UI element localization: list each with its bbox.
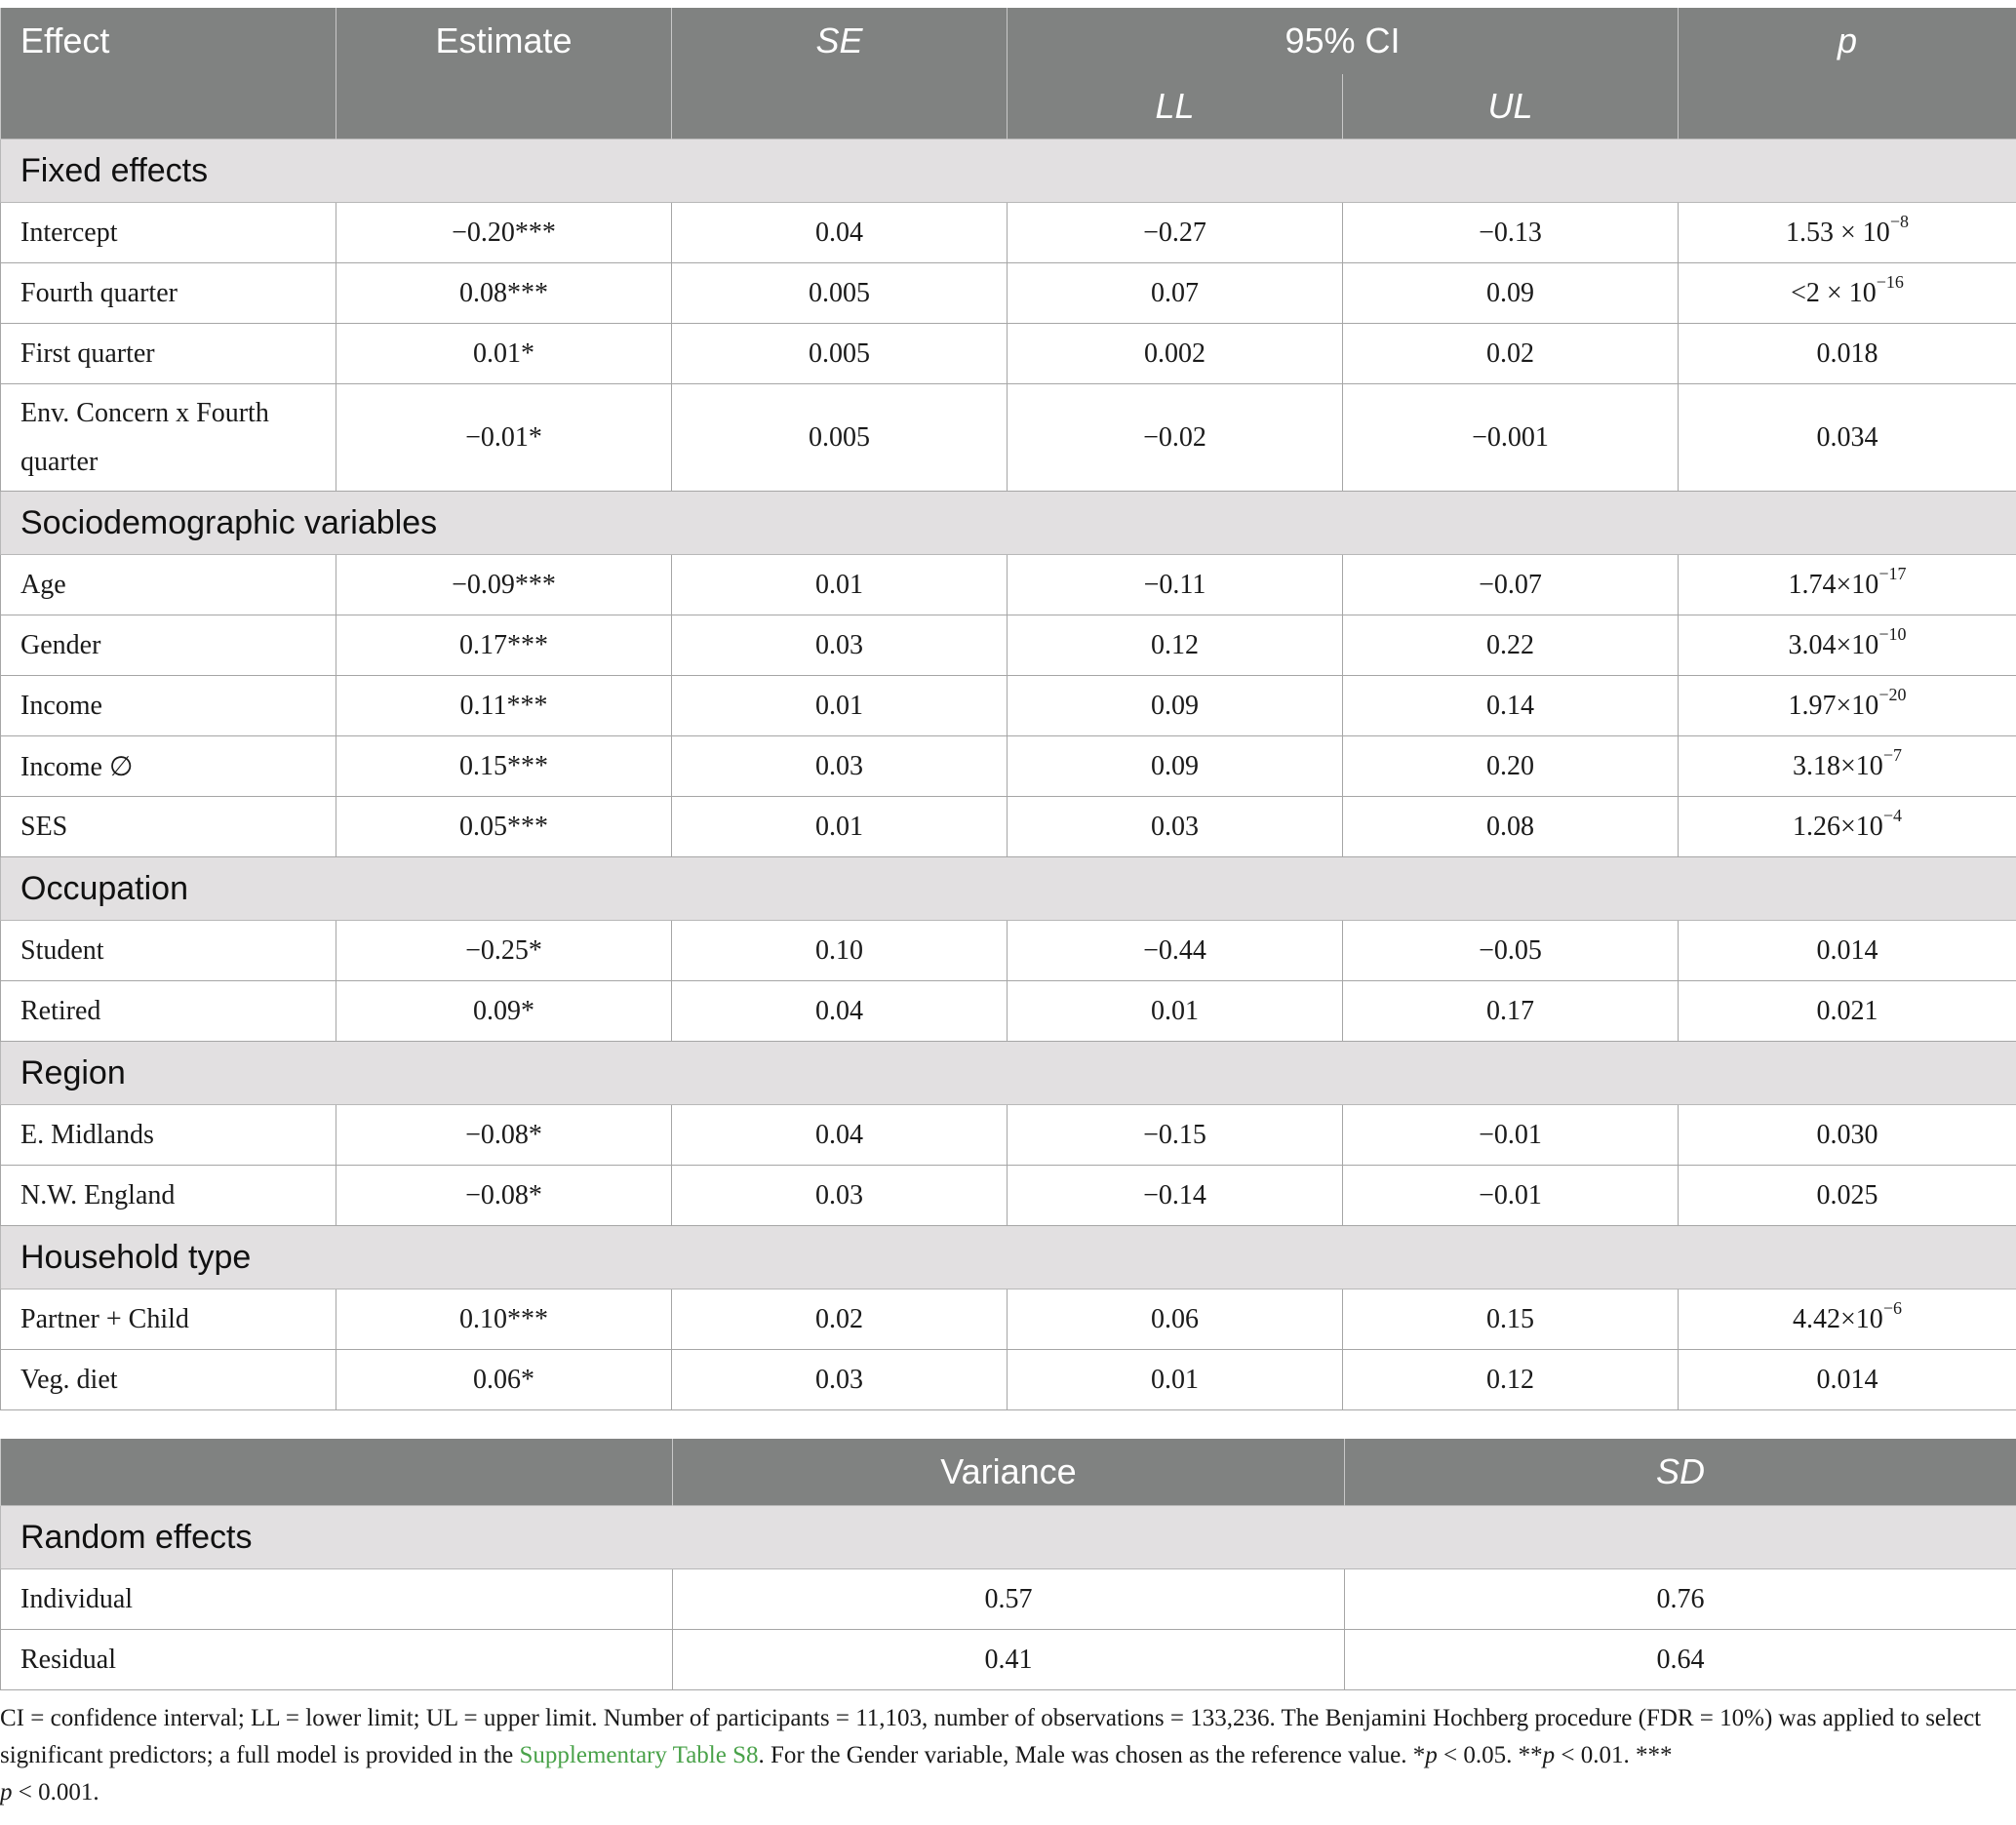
- footnote-p: p: [1425, 1742, 1438, 1768]
- p-base: 1.26×10: [1793, 811, 1883, 842]
- p-cell: [1679, 203, 2016, 263]
- se-cell: 0.04: [672, 981, 1008, 1042]
- p-base: 1.74×10: [1788, 569, 1879, 600]
- row-label: Env. Concern x Fourth quarter: [1, 384, 336, 492]
- section-household-type: Household type: [1, 1226, 2016, 1289]
- variance-cell: 0.57: [673, 1569, 1345, 1630]
- header-variance: Variance: [673, 1439, 1345, 1506]
- p-cell: [1679, 676, 2016, 736]
- row-label: Individual: [1, 1569, 673, 1630]
- row-label: Fourth quarter: [1, 263, 336, 324]
- header-se: SE: [672, 8, 1008, 74]
- section-row: [1, 492, 2016, 555]
- row-label: Intercept: [1, 203, 336, 263]
- header-row: [1, 1439, 2016, 1506]
- ul-cell: 0.15: [1343, 1289, 1679, 1350]
- estimate-cell: 0.01*: [336, 324, 672, 384]
- ul-cell: 0.08: [1343, 797, 1679, 857]
- p-exponent: −4: [1882, 805, 1902, 825]
- section-row: [1, 1226, 2016, 1289]
- footnote-text: < 0.05. **: [1437, 1742, 1543, 1768]
- sd-cell: 0.64: [1345, 1630, 2016, 1690]
- se-cell: 0.005: [672, 384, 1008, 492]
- estimate-cell: 0.10***: [336, 1289, 672, 1350]
- ll-cell: 0.01: [1008, 981, 1343, 1042]
- ul-cell: 0.02: [1343, 324, 1679, 384]
- table-row: [1, 1630, 2016, 1690]
- se-cell: 0.10: [672, 921, 1008, 981]
- p-cell: 0.014: [1679, 1350, 2016, 1410]
- subheader-empty: [336, 74, 672, 139]
- table-row: [1, 1105, 2016, 1166]
- ll-cell: 0.09: [1008, 676, 1343, 736]
- ll-cell: 0.06: [1008, 1289, 1343, 1350]
- section-row: [1, 1042, 2016, 1105]
- se-cell: 0.04: [672, 1105, 1008, 1166]
- header-sd: SD: [1345, 1439, 2016, 1506]
- p-exponent: −10: [1878, 623, 1907, 644]
- table-row: [1, 555, 2016, 615]
- table-row: [1, 324, 2016, 384]
- ll-cell: 0.12: [1008, 615, 1343, 676]
- estimate-cell: −0.25*: [336, 921, 672, 981]
- header-ul: UL: [1343, 74, 1679, 139]
- se-cell: 0.04: [672, 203, 1008, 263]
- p-cell: [1679, 263, 2016, 324]
- p-base: 1.53 × 10: [1786, 217, 1890, 248]
- fixed-effects-table: [0, 8, 2016, 1410]
- section-row: [1, 857, 2016, 921]
- p-exponent: −8: [1889, 211, 1909, 231]
- estimate-cell: 0.05***: [336, 797, 672, 857]
- p-cell: [1679, 615, 2016, 676]
- p-cell: 0.021: [1679, 981, 2016, 1042]
- se-cell: 0.01: [672, 676, 1008, 736]
- p-exponent: −6: [1882, 1297, 1902, 1318]
- se-cell: 0.03: [672, 736, 1008, 797]
- ll-cell: −0.27: [1008, 203, 1343, 263]
- p-exponent: −20: [1878, 684, 1907, 704]
- p-cell: 0.018: [1679, 324, 2016, 384]
- se-cell: 0.03: [672, 615, 1008, 676]
- footnote-text: CI = confidence interval; LL = lower limit; UL = upper limit. Number of participants = 11,103, number of observations = 133,236. The Benjamini Hochberg procedure (FDR = 10%) was applied to select significant predictors; a full model is provided in the: [0, 1705, 1982, 1768]
- row-label: N.W. England: [1, 1166, 336, 1226]
- se-cell: 0.01: [672, 555, 1008, 615]
- se-cell: 0.03: [672, 1166, 1008, 1226]
- table-row: [1, 1166, 2016, 1226]
- row-label: Income: [1, 676, 336, 736]
- p-cell: 0.025: [1679, 1166, 2016, 1226]
- section-region: Region: [1, 1042, 2016, 1105]
- header-p: p: [1679, 8, 2016, 74]
- subheader-empty: [1679, 74, 2016, 139]
- footnote-p: p: [1542, 1742, 1556, 1768]
- row-label: SES: [1, 797, 336, 857]
- estimate-cell: 0.11***: [336, 676, 672, 736]
- p-base: <2 × 10: [1791, 277, 1877, 308]
- ll-cell: −0.14: [1008, 1166, 1343, 1226]
- table-row: [1, 615, 2016, 676]
- p-cell: 0.014: [1679, 921, 2016, 981]
- se-cell: 0.005: [672, 324, 1008, 384]
- ul-cell: −0.001: [1343, 384, 1679, 492]
- estimate-cell: −0.08*: [336, 1166, 672, 1226]
- ll-cell: 0.01: [1008, 1350, 1343, 1410]
- table-row: [1, 736, 2016, 797]
- row-label: Income ∅: [1, 736, 336, 797]
- p-base: 3.04×10: [1788, 629, 1879, 660]
- sd-cell: 0.76: [1345, 1569, 2016, 1630]
- ll-cell: −0.11: [1008, 555, 1343, 615]
- row-label: First quarter: [1, 324, 336, 384]
- se-cell: 0.005: [672, 263, 1008, 324]
- ll-cell: 0.09: [1008, 736, 1343, 797]
- row-label: Residual: [1, 1630, 673, 1690]
- p-base: 1.97×10: [1788, 690, 1879, 721]
- p-exponent: −7: [1882, 744, 1902, 765]
- table-row: [1, 384, 2016, 492]
- row-label: Retired: [1, 981, 336, 1042]
- table-row: [1, 921, 2016, 981]
- ul-cell: 0.20: [1343, 736, 1679, 797]
- header-estimate: Estimate: [336, 8, 672, 74]
- ll-cell: −0.02: [1008, 384, 1343, 492]
- ll-cell: 0.03: [1008, 797, 1343, 857]
- ul-cell: −0.13: [1343, 203, 1679, 263]
- variance-cell: 0.41: [673, 1630, 1345, 1690]
- subheader-empty: [1, 74, 336, 139]
- row-label: Student: [1, 921, 336, 981]
- section-fixed-effects: Fixed effects: [1, 139, 2016, 203]
- ul-cell: 0.09: [1343, 263, 1679, 324]
- ul-cell: 0.14: [1343, 676, 1679, 736]
- ul-cell: −0.05: [1343, 921, 1679, 981]
- estimate-cell: −0.08*: [336, 1105, 672, 1166]
- random-effects-table: [0, 1439, 2016, 1690]
- header-ci: 95% CI: [1008, 8, 1679, 74]
- row-label: Veg. diet: [1, 1350, 336, 1410]
- subheader-empty: [672, 74, 1008, 139]
- table-row: [1, 1569, 2016, 1630]
- row-label: Age: [1, 555, 336, 615]
- header-effect: Effect: [1, 8, 336, 74]
- estimate-cell: 0.09*: [336, 981, 672, 1042]
- p-cell: [1679, 736, 2016, 797]
- footnote-text: < 0.01. ***: [1555, 1742, 1673, 1768]
- p-base: 3.18×10: [1793, 750, 1883, 781]
- row-label: E. Midlands: [1, 1105, 336, 1166]
- p-cell: [1679, 1289, 2016, 1350]
- p-exponent: −16: [1876, 271, 1904, 292]
- row-label: Partner + Child: [1, 1289, 336, 1350]
- section-row: [1, 139, 2016, 203]
- footnote-text: < 0.001.: [12, 1779, 99, 1805]
- p-cell: 0.030: [1679, 1105, 2016, 1166]
- header-row: [1, 8, 2016, 74]
- ul-cell: 0.12: [1343, 1350, 1679, 1410]
- footnote-p: p: [0, 1779, 13, 1805]
- estimate-cell: −0.01*: [336, 384, 672, 492]
- table-row: [1, 263, 2016, 324]
- ll-cell: −0.44: [1008, 921, 1343, 981]
- section-occupation: Occupation: [1, 857, 2016, 921]
- table-row: [1, 676, 2016, 736]
- p-cell: [1679, 797, 2016, 857]
- se-cell: 0.01: [672, 797, 1008, 857]
- se-cell: 0.03: [672, 1350, 1008, 1410]
- header-ll: LL: [1008, 74, 1343, 139]
- estimate-cell: 0.08***: [336, 263, 672, 324]
- table-row: [1, 797, 2016, 857]
- section-random-effects: Random effects: [1, 1506, 2016, 1569]
- results-table-container: [0, 8, 2016, 1811]
- p-cell: [1679, 555, 2016, 615]
- p-base: 4.42×10: [1793, 1303, 1883, 1334]
- ll-cell: −0.15: [1008, 1105, 1343, 1166]
- estimate-cell: 0.06*: [336, 1350, 672, 1410]
- ul-cell: −0.01: [1343, 1166, 1679, 1226]
- table-row: [1, 203, 2016, 263]
- ul-cell: 0.22: [1343, 615, 1679, 676]
- estimate-cell: 0.15***: [336, 736, 672, 797]
- ul-cell: 0.17: [1343, 981, 1679, 1042]
- p-cell: 0.034: [1679, 384, 2016, 492]
- ll-cell: 0.07: [1008, 263, 1343, 324]
- ll-cell: 0.002: [1008, 324, 1343, 384]
- estimate-cell: −0.20***: [336, 203, 672, 263]
- ul-cell: −0.01: [1343, 1105, 1679, 1166]
- table-row: [1, 1289, 2016, 1350]
- section-sociodemographic: Sociodemographic variables: [1, 492, 2016, 555]
- table-row: [1, 1350, 2016, 1410]
- table-footnote: [0, 1700, 2016, 1811]
- row-label: Gender: [1, 615, 336, 676]
- subheader-row: [1, 74, 2016, 139]
- footnote-text: . For the Gender variable, Male was chosen as the reference value. *: [758, 1742, 1426, 1768]
- table-row: [1, 981, 2016, 1042]
- supplementary-link[interactable]: Supplementary Table S8: [519, 1742, 759, 1768]
- se-cell: 0.02: [672, 1289, 1008, 1350]
- header-empty: [1, 1439, 673, 1506]
- ul-cell: −0.07: [1343, 555, 1679, 615]
- section-row: [1, 1506, 2016, 1569]
- p-exponent: −17: [1878, 563, 1907, 583]
- estimate-cell: −0.09***: [336, 555, 672, 615]
- estimate-cell: 0.17***: [336, 615, 672, 676]
